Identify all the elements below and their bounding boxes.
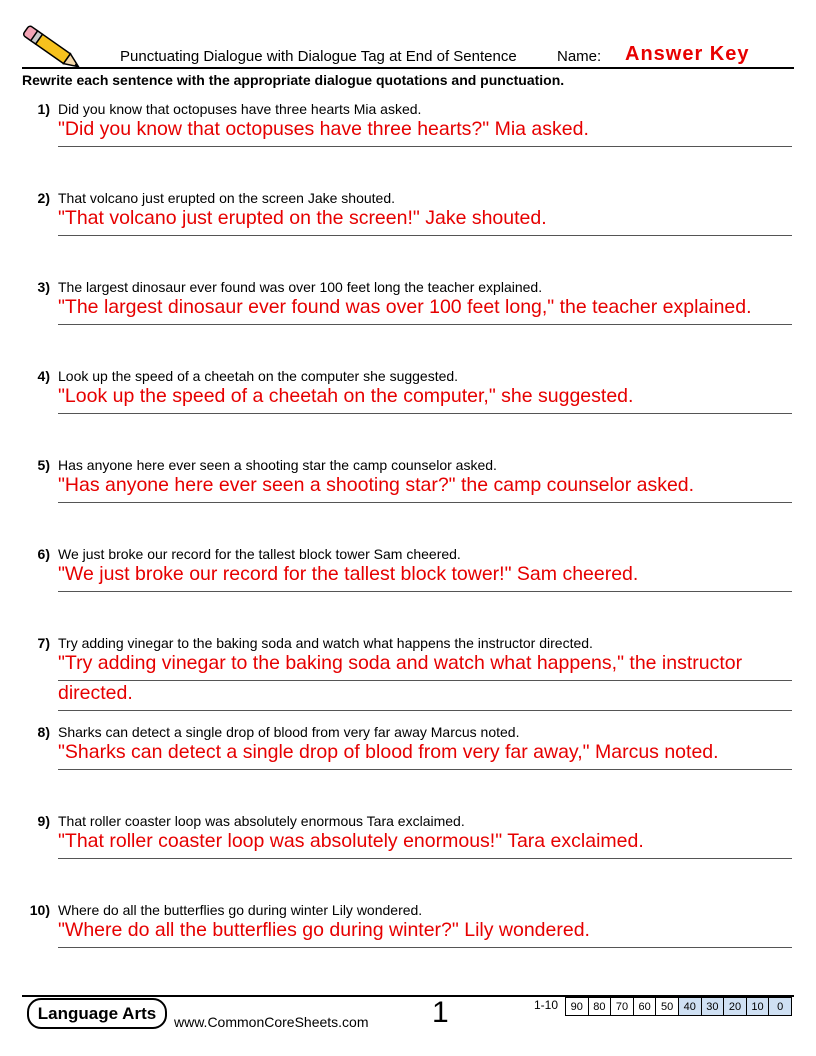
score-cell: 30	[701, 998, 724, 1016]
answer-text: "That roller coaster loop was absolutely enormous!" Tara exclaimed.	[58, 830, 644, 852]
subject-badge: Language Arts	[27, 998, 167, 1029]
problem-number: 5)	[37, 457, 50, 473]
problem-number: 2)	[37, 190, 50, 206]
answer-text: "That volcano just erupted on the screen!" Jake shouted.	[58, 207, 547, 229]
problem-number: 6)	[37, 546, 50, 562]
problem-prompt: That volcano just erupted on the screen Jake shouted.	[58, 190, 395, 206]
answer-line	[58, 146, 792, 147]
problem-number: 7)	[37, 635, 50, 651]
problem-number: 10)	[29, 902, 50, 918]
answer-key-label: Answer Key	[625, 43, 750, 65]
problem-number: 9)	[37, 813, 50, 829]
answer-line	[58, 591, 792, 592]
answer-text: "Did you know that octopuses have three hearts?" Mia asked.	[58, 118, 589, 140]
answer-text: "Look up the speed of a cheetah on the computer," she suggested.	[58, 385, 634, 407]
score-cell: 60	[633, 998, 656, 1016]
pencil-icon	[22, 24, 82, 68]
instructions: Rewrite each sentence with the appropriate dialogue quotations and punctuation.	[22, 72, 565, 88]
answer-line	[58, 710, 792, 711]
worksheet-title: Punctuating Dialogue with Dialogue Tag at End of Sentence	[120, 48, 517, 65]
problem-number: 4)	[37, 368, 50, 384]
answer-text: "Has anyone here ever seen a shooting star?" the camp counselor asked.	[58, 474, 695, 496]
problem-prompt: Try adding vinegar to the baking soda and watch what happens the instructor directed.	[58, 635, 593, 651]
site-url: www.CommonCoreSheets.com	[174, 1014, 369, 1030]
score-cell: 90	[566, 998, 589, 1016]
problem-prompt: Did you know that octopuses have three hearts Mia asked.	[58, 101, 422, 117]
problem-prompt: That roller coaster loop was absolutely enormous Tara exclaimed.	[58, 813, 465, 829]
worksheet-header	[22, 24, 794, 68]
answer-text: "Sharks can detect a single drop of blood from very far away," Marcus noted.	[58, 741, 719, 763]
score-cell: 0	[769, 998, 792, 1016]
answer-text: "Try adding vinegar to the baking soda and watch what happens," the instructor directed.	[58, 652, 743, 704]
answer-line	[58, 324, 792, 325]
answer-line	[58, 858, 792, 859]
problem-prompt: The largest dinosaur ever found was over 100 feet long the teacher explained.	[58, 279, 543, 295]
score-table	[565, 997, 792, 1016]
problem-prompt: Sharks can detect a single drop of blood from very far away Marcus noted.	[58, 724, 520, 740]
answer-line	[58, 502, 792, 503]
problem-prompt: Look up the speed of a cheetah on the computer she suggested.	[58, 368, 459, 384]
problem-prompt: Has anyone here ever seen a shooting star the camp counselor asked.	[58, 457, 497, 473]
answer-line	[58, 413, 792, 414]
score-cell: 40	[678, 998, 701, 1016]
problem-number: 3)	[37, 279, 50, 295]
score-cell: 20	[724, 998, 747, 1016]
answer-line	[58, 947, 792, 948]
score-cell: 10	[746, 998, 769, 1016]
score-cell: 50	[656, 998, 679, 1016]
problem-prompt: Where do all the butterflies go during winter Lily wondered.	[58, 902, 423, 918]
score-range-label: 1-10	[534, 998, 559, 1012]
answer-line	[58, 235, 792, 236]
answer-text: "We just broke our record for the tallest block tower!" Sam cheered.	[58, 563, 639, 585]
header-divider	[22, 67, 794, 69]
problem-prompt: We just broke our record for the tallest block tower Sam cheered.	[58, 546, 461, 562]
answer-line	[58, 680, 792, 681]
problem-number: 8)	[37, 724, 50, 740]
score-cell: 80	[588, 998, 611, 1016]
page-number: 1	[432, 996, 449, 1029]
name-label: Name:	[557, 48, 602, 65]
answer-text: "The largest dinosaur ever found was over 100 feet long," the teacher explained.	[58, 296, 752, 318]
answer-line	[58, 769, 792, 770]
problem-number: 1)	[37, 101, 50, 117]
score-cell: 70	[611, 998, 634, 1016]
answer-text: "Where do all the butterflies go during winter?" Lily wondered.	[58, 919, 590, 941]
